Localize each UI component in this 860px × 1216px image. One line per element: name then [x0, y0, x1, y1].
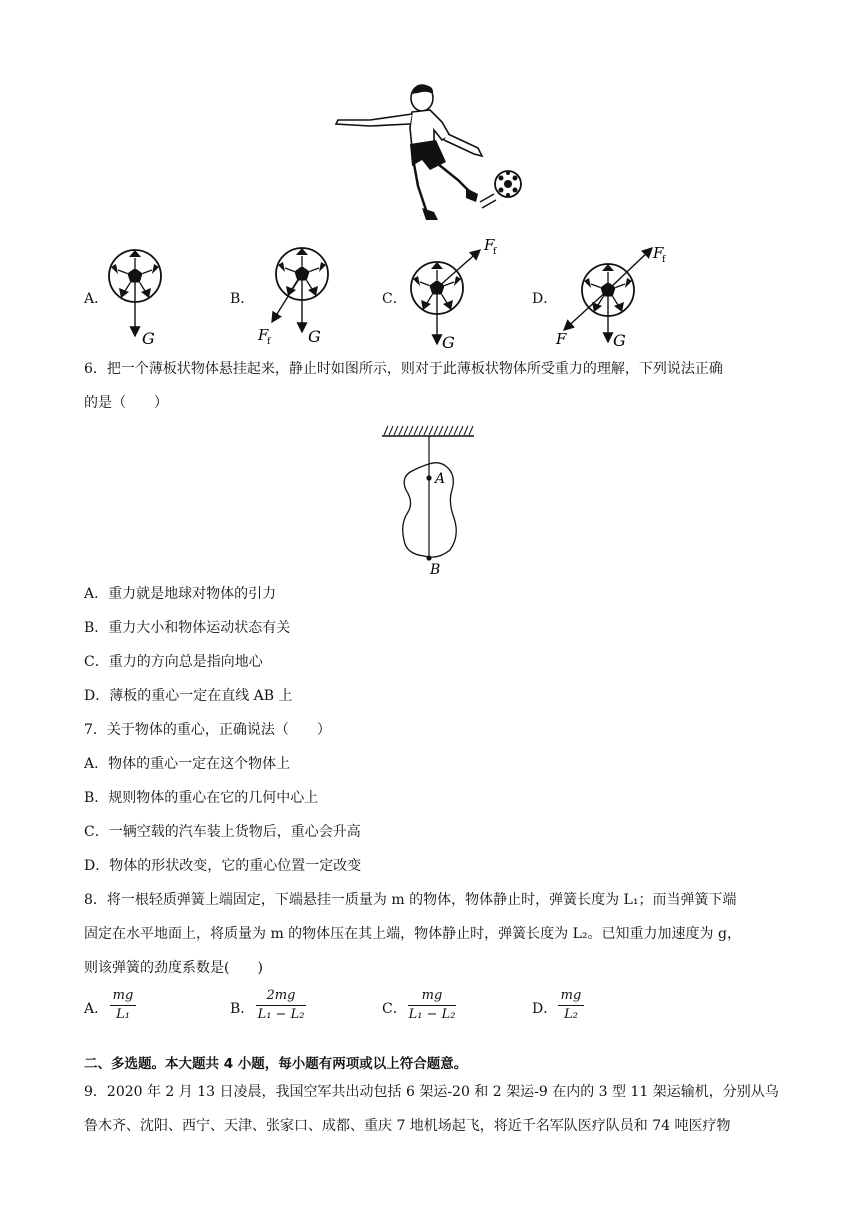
q6-option-c: C．重力的方向总是指向地心 — [84, 654, 263, 670]
q8-option-c-label: C． — [382, 1001, 407, 1017]
q6-option-a: A．重力就是地球对物体的引力 — [84, 586, 277, 602]
section2-heading: 二、多选题。本大题共 4 小题，每小题有两项或以上符合题意。 — [84, 1056, 468, 1072]
q6-option-b: B．重力大小和物体运动状态有关 — [84, 620, 291, 636]
q8-option-d-fraction: mg L₂ — [558, 988, 584, 1023]
point-a-label: A — [435, 471, 446, 487]
point-b-label: B — [430, 562, 441, 578]
q5-b-ball — [257, 248, 328, 347]
q5-option-d-label: D． — [532, 291, 558, 307]
q8-line2: 固定在水平地面上，将质量为 m 的物体压在其上端，物体静止时，弹簧长度为 L₂。已知重力加速度为 g， — [84, 926, 741, 942]
q5-option-c-label: C． — [382, 291, 407, 307]
svg-text:F: F — [258, 326, 269, 344]
q8-option-b-fraction: 2mg L₁ − L₂ — [257, 988, 305, 1022]
soccer-player-figure — [330, 82, 540, 232]
svg-text:G: G — [308, 327, 321, 346]
q6-stem-line2: 的是（ ） — [84, 395, 168, 411]
q7-option-b: B．规则物体的重心在它的几何中心上 — [84, 790, 319, 806]
svg-text:F: F — [556, 330, 567, 348]
q6-option-d: D．薄板的重心一定在直线 AB 上 — [84, 688, 293, 704]
svg-text:F: F — [484, 236, 495, 254]
q7-stem: 7．关于物体的重心，正确说法（ ） — [84, 722, 331, 738]
q8-option-d-label: D． — [532, 1001, 558, 1017]
q8-line3: 则该弹簧的劲度系数是( ) — [84, 960, 263, 976]
q9-line1: 9．2020 年 2 月 13 日凌晨，我国空军共出动包括 6 架运-20 和 2 架运-9 在内的 3 型 11 架运输机，分别从乌 — [84, 1084, 779, 1100]
svg-text:G: G — [613, 331, 626, 348]
q8-option-c-fraction: mg L₁ − L₂ — [408, 988, 456, 1022]
svg-text:G: G — [442, 333, 455, 348]
q5-option-a-label: A． — [84, 291, 109, 307]
q5-c-ball — [411, 236, 497, 348]
q8-option-b-label: B． — [230, 1001, 255, 1017]
svg-text:f: f — [662, 255, 666, 265]
q5-d-ball — [555, 244, 666, 348]
q8-option-a-label: A． — [84, 1001, 109, 1017]
q5-option-b-label: B． — [230, 291, 255, 307]
svg-text:f: f — [493, 247, 497, 257]
svg-text:f: f — [267, 337, 271, 347]
q8-line1: 8．将一根轻质弹簧上端固定，下端悬挂一质量为 m 的物体，物体静止时，弹簧长度为 L₁；而当弹簧下端 — [84, 892, 737, 908]
q7-option-d: D．物体的形状改变，它的重心位置一定改变 — [84, 858, 362, 874]
q5-a-g-label: G — [142, 329, 155, 348]
q6-stem-line1: 6．把一个薄板状物体悬挂起来，静止时如图所示，则对于此薄板状物体所受重力的理解，下列说法正确 — [84, 361, 723, 377]
svg-text:F: F — [653, 244, 664, 262]
q7-option-a: A．物体的重心一定在这个物体上 — [84, 756, 291, 772]
hanging-plate-figure — [378, 420, 478, 580]
q7-option-c: C．一辆空载的汽车装上货物后，重心会升高 — [84, 824, 361, 840]
q5-a-ball — [109, 250, 161, 348]
q8-option-a-fraction: mg L₁ — [110, 988, 136, 1023]
q5-options-figure — [90, 236, 690, 348]
q9-line2: 鲁木齐、沈阳、西宁、天津、张家口、成都、重庆 7 地机场起飞，将近千名军队医疗队员和 74 吨医疗物 — [84, 1118, 731, 1134]
